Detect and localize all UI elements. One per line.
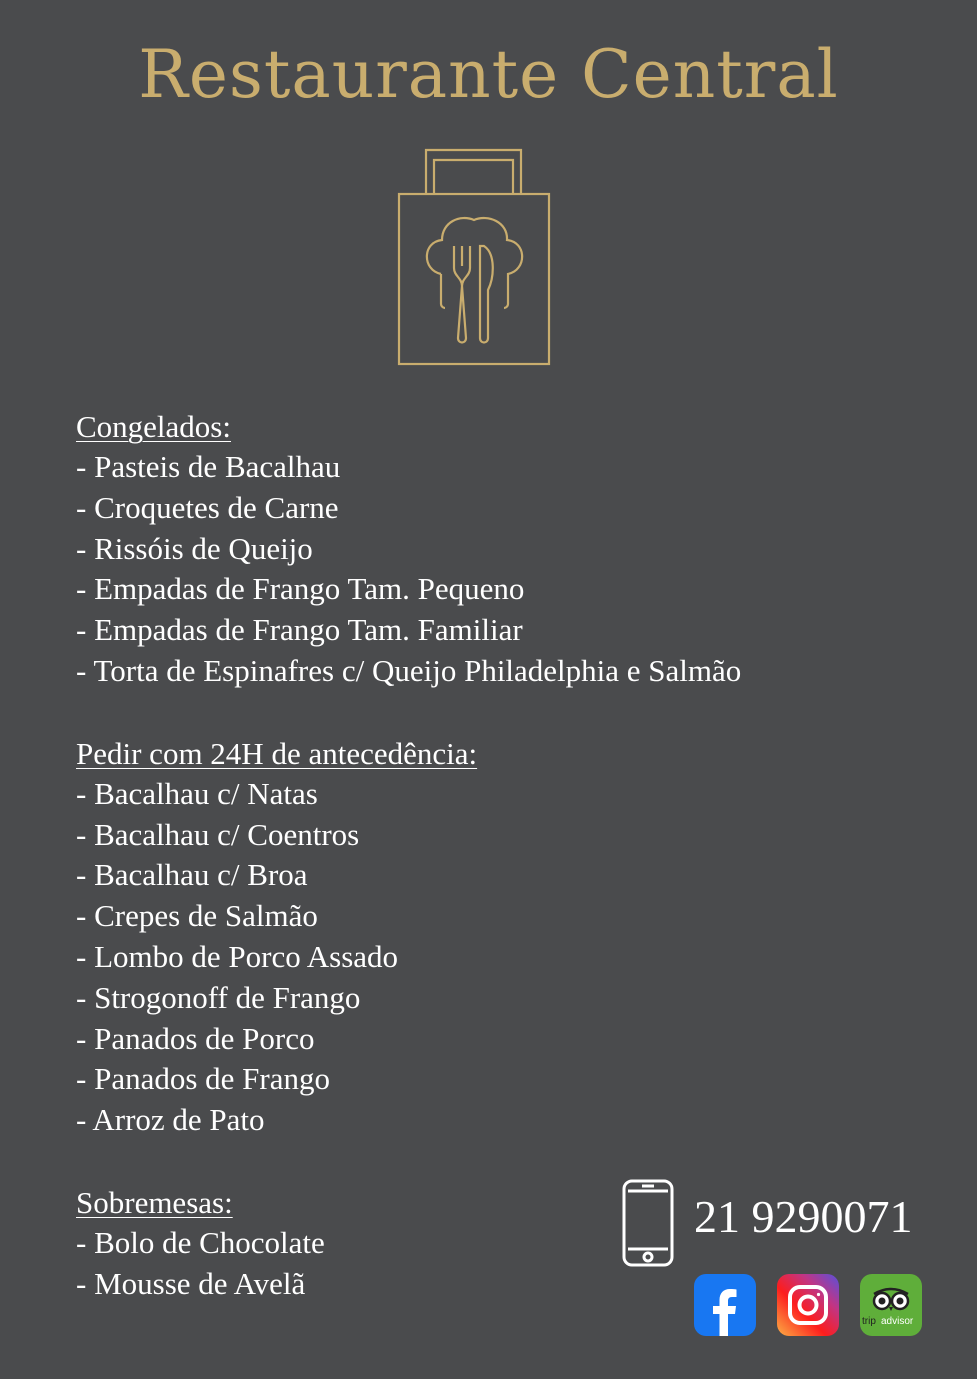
menu-item: - Crepes de Salmão (76, 898, 318, 934)
section-title: Pedir com 24H de antecedência: (76, 735, 478, 771)
menu-item: - Strogonoff de Frango (76, 979, 361, 1015)
menu-item: - Bolo de Chocolate (76, 1224, 325, 1260)
tripadvisor-icon[interactable] (860, 1274, 922, 1336)
takeaway-bag-logo-icon (396, 146, 552, 368)
menu-item: - Empadas de Frango Tam. Pequeno (76, 571, 525, 607)
menu-item: - Bacalhau c/ Natas (76, 775, 318, 811)
facebook-icon[interactable] (694, 1274, 756, 1336)
restaurant-name: Restaurante Central (138, 36, 839, 113)
menu-item: - Pasteis de Bacalhau (76, 449, 341, 484)
section-title: Congelados: (76, 409, 231, 444)
menu-item: - Arroz de Pato (76, 1102, 265, 1138)
menu-item: - Bacalhau c/ Coentros (76, 816, 360, 852)
section-title: Sobremesas: (76, 1184, 233, 1220)
menu-item: - Lombo de Porco Assado (76, 938, 399, 974)
menu-item: - Mousse de Avelã (76, 1265, 306, 1301)
menu-item: - Panados de Porco (76, 1020, 315, 1056)
tripadvisor-label-advisor: advisor (881, 1316, 914, 1327)
menu-item: - Rissóis de Queijo (76, 530, 313, 566)
menu-item: - Bacalhau c/ Broa (76, 857, 308, 893)
tripadvisor-label-trip: trip (862, 1316, 876, 1327)
menu-item: - Croquetes de Carne (76, 489, 339, 525)
menu-item: - Empadas de Frango Tam. Familiar (76, 612, 523, 648)
menu-item: - Torta de Espinafres c/ Queijo Philadelphia e Salmão (76, 652, 742, 688)
section-congelados (76, 406, 896, 692)
smartphone-icon (622, 1179, 674, 1267)
section-pedir-24h (76, 733, 896, 1141)
phone-number[interactable]: 21 9290071 (694, 1191, 913, 1242)
menu-item: - Panados de Frango (76, 1061, 330, 1097)
instagram-icon[interactable] (777, 1274, 839, 1336)
